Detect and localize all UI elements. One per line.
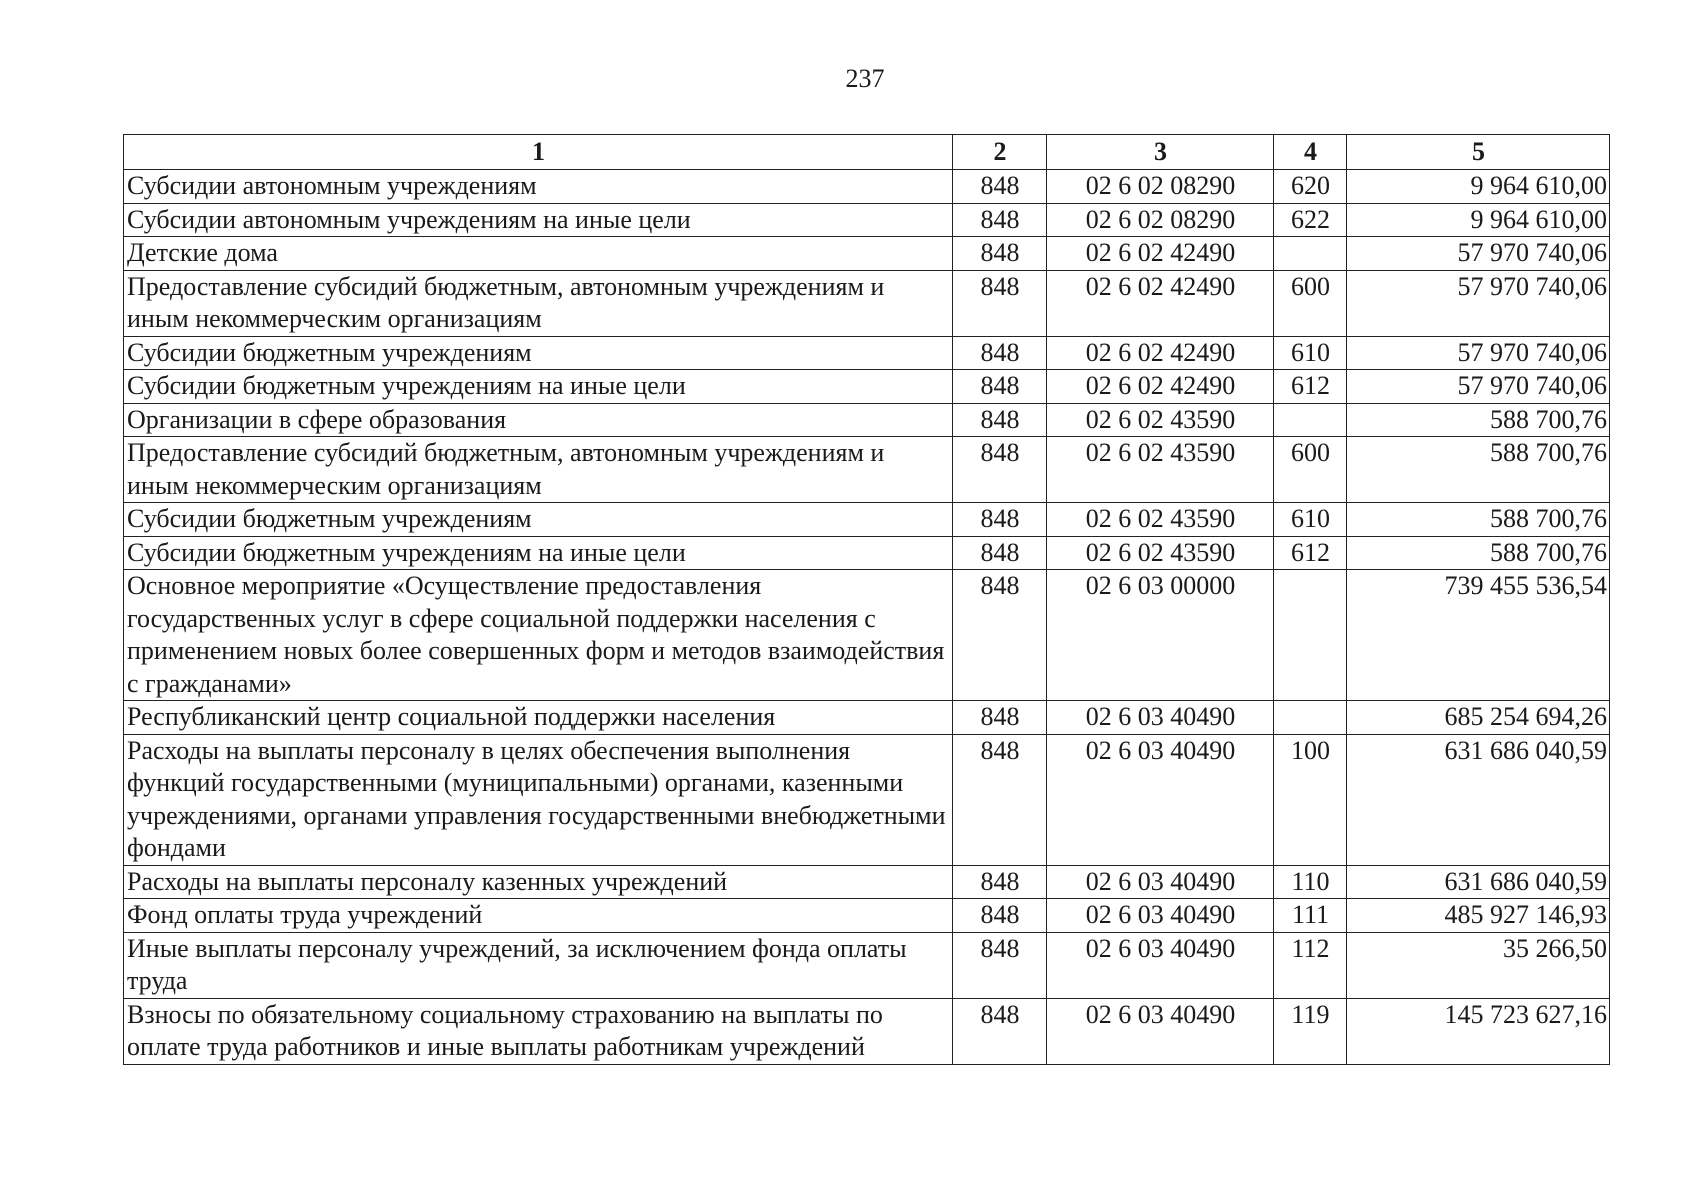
cell-amount: 9 964 610,00: [1347, 203, 1610, 237]
cell-name: Детские дома: [124, 237, 953, 271]
cell-amount: 57 970 740,06: [1347, 237, 1610, 271]
cell-expense-type: 600: [1274, 270, 1347, 336]
cell-target-article: 02 6 02 42490: [1047, 370, 1274, 404]
cell-target-article: 02 6 03 40490: [1047, 998, 1274, 1064]
cell-name: Субсидии автономным учреждениям: [124, 170, 953, 204]
cell-expense-type: 112: [1274, 932, 1347, 998]
table-row: [124, 437, 1610, 503]
cell-name: Субсидии бюджетным учреждениям: [124, 503, 953, 537]
cell-name: Иные выплаты персоналу учреждений, за исключением фонда оплаты труда: [124, 932, 953, 998]
cell-amount: 57 970 740,06: [1347, 336, 1610, 370]
header-col-3: 3: [1047, 135, 1274, 170]
cell-expense-type: 612: [1274, 370, 1347, 404]
cell-name: Субсидии автономным учреждениям на иные цели: [124, 203, 953, 237]
cell-expense-type: [1274, 570, 1347, 701]
cell-target-article: 02 6 03 00000: [1047, 570, 1274, 701]
cell-name: Расходы на выплаты персоналу казенных учреждений: [124, 865, 953, 899]
cell-department-code: 848: [953, 370, 1047, 404]
cell-amount: 57 970 740,06: [1347, 370, 1610, 404]
table-row: [124, 370, 1610, 404]
cell-target-article: 02 6 03 40490: [1047, 734, 1274, 865]
cell-target-article: 02 6 02 42490: [1047, 336, 1274, 370]
cell-amount: 588 700,76: [1347, 503, 1610, 537]
cell-target-article: 02 6 02 08290: [1047, 203, 1274, 237]
table-row: [124, 701, 1610, 735]
table-row: [124, 336, 1610, 370]
table-row: [124, 503, 1610, 537]
cell-department-code: 848: [953, 536, 1047, 570]
cell-expense-type: [1274, 701, 1347, 735]
cell-expense-type: 119: [1274, 998, 1347, 1064]
table-row: [124, 899, 1610, 933]
cell-target-article: 02 6 02 43590: [1047, 403, 1274, 437]
table-row: [124, 865, 1610, 899]
cell-amount: 145 723 627,16: [1347, 998, 1610, 1064]
cell-expense-type: 610: [1274, 336, 1347, 370]
cell-expense-type: 600: [1274, 437, 1347, 503]
cell-expense-type: [1274, 403, 1347, 437]
cell-department-code: 848: [953, 570, 1047, 701]
cell-expense-type: 620: [1274, 170, 1347, 204]
table-row: [124, 203, 1610, 237]
cell-name: Субсидии бюджетным учреждениям на иные цели: [124, 370, 953, 404]
cell-amount: 588 700,76: [1347, 437, 1610, 503]
table-row: [124, 536, 1610, 570]
cell-target-article: 02 6 02 43590: [1047, 437, 1274, 503]
cell-department-code: 848: [953, 865, 1047, 899]
cell-expense-type: 622: [1274, 203, 1347, 237]
cell-department-code: 848: [953, 403, 1047, 437]
cell-amount: 57 970 740,06: [1347, 270, 1610, 336]
table-row: [124, 734, 1610, 865]
cell-department-code: 848: [953, 203, 1047, 237]
cell-expense-type: 610: [1274, 503, 1347, 537]
cell-amount: 588 700,76: [1347, 536, 1610, 570]
cell-target-article: 02 6 03 40490: [1047, 899, 1274, 933]
page-number: 237: [845, 64, 885, 93]
cell-amount: 588 700,76: [1347, 403, 1610, 437]
header-col-1: 1: [124, 135, 953, 170]
header-col-4: 4: [1274, 135, 1347, 170]
table-row: [124, 403, 1610, 437]
table-row: [124, 237, 1610, 271]
cell-amount: 685 254 694,26: [1347, 701, 1610, 735]
cell-department-code: 848: [953, 170, 1047, 204]
cell-department-code: 848: [953, 237, 1047, 271]
cell-name: Предоставление субсидий бюджетным, автономным учреждениям и иным некоммерческим организациям: [124, 270, 953, 336]
cell-department-code: 848: [953, 437, 1047, 503]
table-body: [124, 170, 1610, 1065]
cell-name: Основное мероприятие «Осуществление предоставления государственных услуг в сфере социальной поддержки населения с применением новых более совершенных форм и методов взаимодействия с гражданами»: [124, 570, 953, 701]
cell-target-article: 02 6 02 08290: [1047, 170, 1274, 204]
cell-department-code: 848: [953, 932, 1047, 998]
cell-target-article: 02 6 03 40490: [1047, 932, 1274, 998]
cell-name: Субсидии бюджетным учреждениям на иные цели: [124, 536, 953, 570]
cell-name: Предоставление субсидий бюджетным, автономным учреждениям и иным некоммерческим организациям: [124, 437, 953, 503]
table-row: [124, 170, 1610, 204]
cell-amount: 631 686 040,59: [1347, 865, 1610, 899]
cell-target-article: 02 6 02 42490: [1047, 237, 1274, 271]
cell-name: Субсидии бюджетным учреждениям: [124, 336, 953, 370]
budget-table: [123, 134, 1610, 1065]
cell-amount: 631 686 040,59: [1347, 734, 1610, 865]
cell-target-article: 02 6 03 40490: [1047, 865, 1274, 899]
cell-department-code: 848: [953, 701, 1047, 735]
cell-target-article: 02 6 02 43590: [1047, 536, 1274, 570]
cell-expense-type: 110: [1274, 865, 1347, 899]
table-row: [124, 570, 1610, 701]
cell-amount: 35 266,50: [1347, 932, 1610, 998]
cell-name: Организации в сфере образования: [124, 403, 953, 437]
cell-name: Взносы по обязательному социальному страхованию на выплаты по оплате труда работников и иные выплаты работникам учреждений: [124, 998, 953, 1064]
cell-department-code: 848: [953, 270, 1047, 336]
cell-department-code: 848: [953, 998, 1047, 1064]
cell-amount: 9 964 610,00: [1347, 170, 1610, 204]
cell-target-article: 02 6 03 40490: [1047, 701, 1274, 735]
cell-amount: 739 455 536,54: [1347, 570, 1610, 701]
cell-name: Республиканский центр социальной поддержки населения: [124, 701, 953, 735]
header-col-5: 5: [1347, 135, 1610, 170]
cell-department-code: 848: [953, 336, 1047, 370]
header-col-2: 2: [953, 135, 1047, 170]
cell-department-code: 848: [953, 503, 1047, 537]
cell-expense-type: 111: [1274, 899, 1347, 933]
cell-department-code: 848: [953, 734, 1047, 865]
cell-department-code: 848: [953, 899, 1047, 933]
table-row: [124, 998, 1610, 1064]
cell-target-article: 02 6 02 42490: [1047, 270, 1274, 336]
cell-name: Расходы на выплаты персоналу в целях обеспечения выполнения функций государственными (муниципальными) органами, казенными учреждениями, органами управления государственными внебюджетными фондами: [124, 734, 953, 865]
cell-expense-type: 612: [1274, 536, 1347, 570]
table-row: [124, 932, 1610, 998]
cell-expense-type: 100: [1274, 734, 1347, 865]
cell-name: Фонд оплаты труда учреждений: [124, 899, 953, 933]
cell-amount: 485 927 146,93: [1347, 899, 1610, 933]
table-header-row: [124, 135, 1610, 170]
cell-expense-type: [1274, 237, 1347, 271]
table-row: [124, 270, 1610, 336]
cell-target-article: 02 6 02 43590: [1047, 503, 1274, 537]
